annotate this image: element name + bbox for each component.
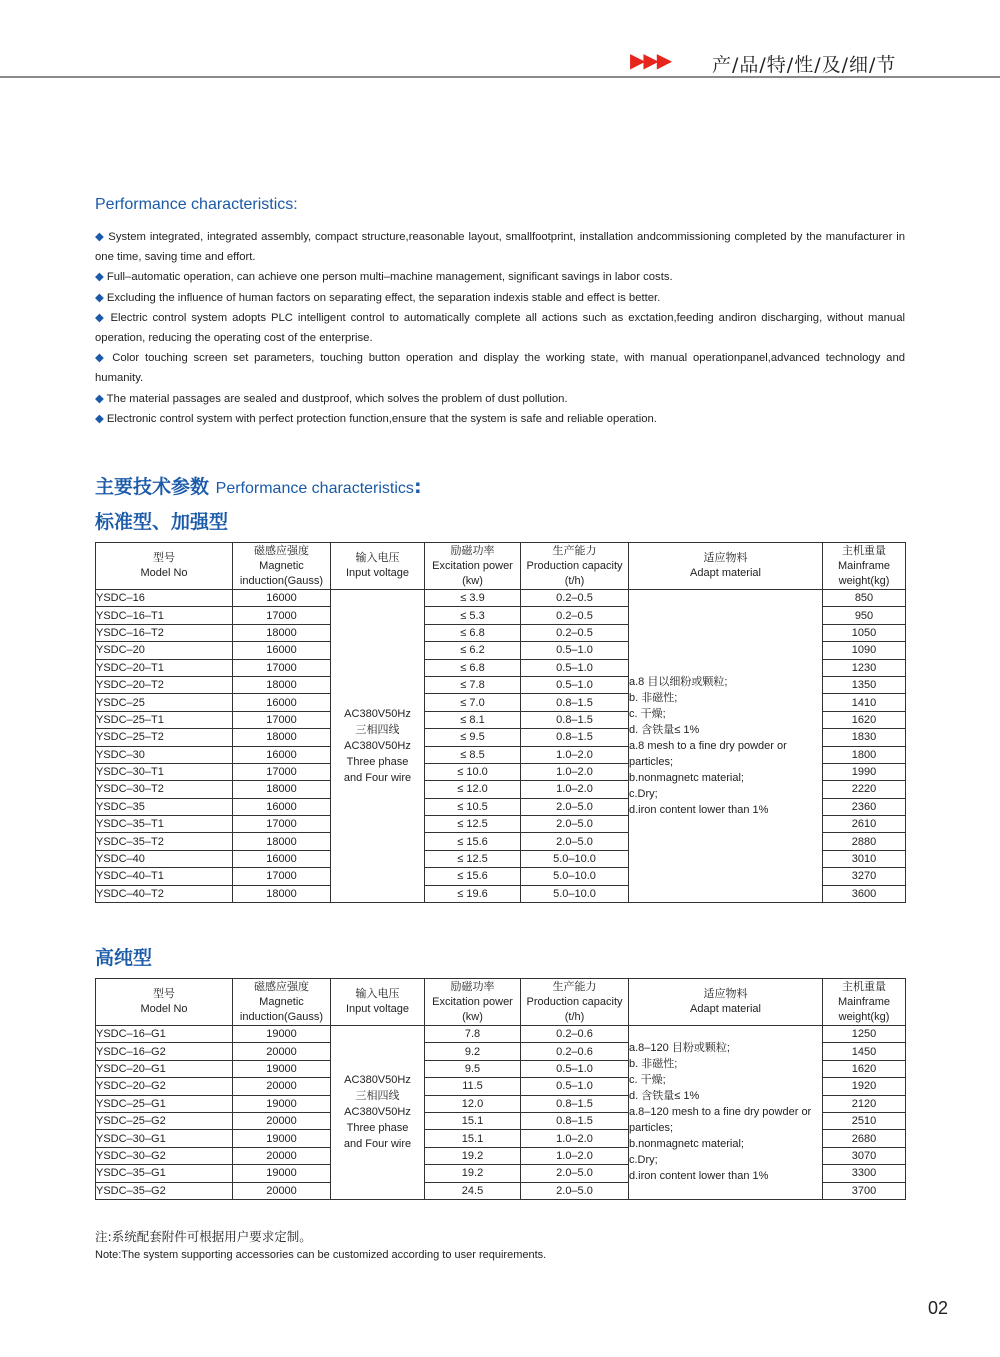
cell-magnetic: 20000 (233, 1182, 331, 1199)
cell-weight: 1410 (823, 694, 906, 711)
standard-spec-table (95, 542, 906, 903)
cell-weight: 1350 (823, 676, 906, 693)
cell-magnetic: 19000 (233, 1130, 331, 1147)
cell-magnetic: 18000 (233, 676, 331, 693)
header-title: 产/品/特/性/及/细/节 (712, 54, 897, 76)
cell-model: YSDC–30–T2 (96, 781, 233, 798)
cell-magnetic: 17000 (233, 711, 331, 728)
cell-model: YSDC–16 (96, 590, 233, 607)
col-excitation: 励磁功率 Excitation power (kw) (425, 543, 521, 590)
cell-weight: 2510 (823, 1112, 906, 1129)
footnote-cn: 注:系统配套附件可根据用户要求定制。 (95, 1229, 312, 1244)
cell-weight: 950 (823, 607, 906, 624)
cell-model: YSDC–25–G1 (96, 1095, 233, 1112)
bullet-text: Excluding the influence of human factors on separating effect, the separation indexis stable and effect is better. (106, 291, 661, 304)
cell-model: YSDC–30 (96, 746, 233, 763)
page-number: 02 (928, 1298, 949, 1318)
cell-capacity: 0.8–1.5 (521, 729, 629, 746)
diamond-bullet-icon: ◆ (95, 311, 106, 324)
cell-magnetic: 16000 (233, 746, 331, 763)
cell-excitation: ≤ 6.8 (425, 624, 521, 641)
cell-capacity: 2.0–5.0 (521, 798, 629, 815)
diamond-bullet-icon: ◆ (95, 392, 104, 405)
spec-heading-colon: : (413, 476, 422, 498)
cell-magnetic: 20000 (233, 1112, 331, 1129)
table-row (96, 1026, 906, 1043)
header-arrows-icon: ▶▶▶ (630, 48, 671, 72)
footnote-en: Note:The system supporting accessories can be customized according to user requirements. (95, 1249, 547, 1261)
cell-weight: 3300 (823, 1165, 906, 1182)
cell-magnetic: 18000 (233, 833, 331, 850)
cell-capacity: 0.2–0.5 (521, 590, 629, 607)
table-row (96, 590, 906, 607)
cell-capacity: 1.0–2.0 (521, 781, 629, 798)
cell-excitation: 15.1 (425, 1130, 521, 1147)
cell-magnetic: 19000 (233, 1095, 331, 1112)
cell-excitation: ≤ 6.2 (425, 642, 521, 659)
cell-capacity: 1.0–2.0 (521, 1130, 629, 1147)
table-header-row (96, 543, 906, 590)
cell-model: YSDC–16–G2 (96, 1043, 233, 1060)
cell-capacity: 0.8–1.5 (521, 694, 629, 711)
header-divider (0, 76, 1000, 78)
cell-capacity: 0.2–0.6 (521, 1043, 629, 1060)
cell-material: a.8–120 目粉或颗粒; b. 非磁性; c. 干燥; d. 含铁量≤ 1% a.8–120 mesh to a fine dry powder or particles; b.nonmagnetc material; c.Dry; d.iron content lower than 1% (629, 1026, 823, 1200)
cell-magnetic: 17000 (233, 763, 331, 780)
cell-capacity: 0.5–1.0 (521, 1078, 629, 1095)
cell-model: YSDC–30–T1 (96, 763, 233, 780)
performance-bullet-list (95, 227, 905, 429)
high-purity-spec-table (95, 978, 906, 1200)
footnote (95, 1228, 546, 1264)
cell-model: YSDC–35–T2 (96, 833, 233, 850)
bullet-text: System integrated, integrated assembly, compact structure,reasonable layout, smallfootprint, installation andcommissioning completed by the manufacturer in one time, saving time and effort. (95, 231, 906, 264)
cell-magnetic: 20000 (233, 1147, 331, 1164)
cell-model: YSDC–25–G2 (96, 1112, 233, 1129)
col-magnetic: 磁感应强度 Magnetic induction(Gauss) (233, 979, 331, 1026)
cell-magnetic: 20000 (233, 1078, 331, 1095)
cell-weight: 1250 (823, 1026, 906, 1043)
cell-voltage: AC380V50Hz 三相四线 AC380V50Hz Three phase and Four wire (331, 1026, 425, 1200)
cell-model: YSDC–20–T2 (96, 676, 233, 693)
cell-magnetic: 16000 (233, 642, 331, 659)
standard-table-body (96, 590, 906, 903)
table-header-row (96, 979, 906, 1026)
standard-type-title: 标准型、加强型 (95, 511, 229, 533)
cell-magnetic: 16000 (233, 798, 331, 815)
high-purity-table-body (96, 1026, 906, 1200)
cell-excitation: ≤ 10.5 (425, 798, 521, 815)
cell-capacity: 2.0–5.0 (521, 1182, 629, 1199)
cell-weight: 3600 (823, 885, 906, 902)
cell-model: YSDC–35–T1 (96, 816, 233, 833)
cell-model: YSDC–20–G2 (96, 1078, 233, 1095)
cell-excitation: 7.8 (425, 1026, 521, 1043)
cell-capacity: 0.5–1.0 (521, 676, 629, 693)
diamond-bullet-icon: ◆ (95, 352, 107, 365)
cell-magnetic: 16000 (233, 590, 331, 607)
col-voltage: 输入电压 Input voltage (331, 979, 425, 1026)
bullet-item (95, 389, 905, 409)
bullet-text: The material passages are sealed and dustproof, which solves the problem of dust pollution. (106, 392, 568, 405)
cell-weight: 850 (823, 590, 906, 607)
cell-model: YSDC–16–T1 (96, 607, 233, 624)
bullet-text: Electronic control system with perfect protection function,ensure that the system is safe and reliable operation. (106, 412, 657, 425)
cell-capacity: 0.2–0.6 (521, 1026, 629, 1043)
cell-capacity: 0.2–0.5 (521, 607, 629, 624)
cell-capacity: 5.0–10.0 (521, 850, 629, 867)
cell-capacity: 0.8–1.5 (521, 1095, 629, 1112)
cell-excitation: 24.5 (425, 1182, 521, 1199)
cell-excitation: ≤ 15.6 (425, 868, 521, 885)
cell-model: YSDC–40–T2 (96, 885, 233, 902)
cell-excitation: ≤ 9.5 (425, 729, 521, 746)
spec-heading (95, 472, 422, 499)
cell-capacity: 1.0–2.0 (521, 763, 629, 780)
cell-weight: 2220 (823, 781, 906, 798)
cell-weight: 1050 (823, 624, 906, 641)
bullet-text: Color touching screen set parameters, touching button operation and display the working state, with manual operationpanel,advanced technology and humanity. (95, 352, 906, 385)
cell-model: YSDC–35–G2 (96, 1182, 233, 1199)
cell-magnetic: 19000 (233, 1060, 331, 1077)
cell-excitation: ≤ 6.8 (425, 659, 521, 676)
cell-excitation: ≤ 3.9 (425, 590, 521, 607)
col-material: 适应物料 Adapt material (629, 979, 823, 1026)
cell-model: YSDC–25–T2 (96, 729, 233, 746)
cell-material: a.8 目以细粉或颗粒; b. 非磁性; c. 干燥; d. 含铁量≤ 1% a.8 mesh to a fine dry powder or particles; b.nonmagnetc material; c.Dry; d.iron content lower than 1% (629, 590, 823, 903)
cell-magnetic: 18000 (233, 729, 331, 746)
cell-magnetic: 16000 (233, 850, 331, 867)
spec-heading-en: Performance characteristics (215, 480, 414, 497)
cell-model: YSDC–25 (96, 694, 233, 711)
cell-magnetic: 18000 (233, 624, 331, 641)
bullet-item (95, 348, 905, 388)
cell-capacity: 0.5–1.0 (521, 642, 629, 659)
cell-capacity: 5.0–10.0 (521, 885, 629, 902)
cell-capacity: 1.0–2.0 (521, 746, 629, 763)
cell-weight: 2610 (823, 816, 906, 833)
cell-excitation: ≤ 5.3 (425, 607, 521, 624)
cell-capacity: 2.0–5.0 (521, 1165, 629, 1182)
cell-weight: 1620 (823, 711, 906, 728)
cell-excitation: 9.2 (425, 1043, 521, 1060)
cell-model: YSDC–20–T1 (96, 659, 233, 676)
spec-heading-cn: 主要技术参数 (95, 476, 210, 498)
cell-model: YSDC–16–T2 (96, 624, 233, 641)
col-model: 型号 Model No (96, 543, 233, 590)
diamond-bullet-icon: ◆ (95, 412, 104, 425)
col-voltage: 输入电压 Input voltage (331, 543, 425, 590)
col-material: 适应物料 Adapt material (629, 543, 823, 590)
cell-excitation: 9.5 (425, 1060, 521, 1077)
cell-magnetic: 17000 (233, 607, 331, 624)
cell-magnetic: 18000 (233, 885, 331, 902)
cell-capacity: 0.5–1.0 (521, 1060, 629, 1077)
cell-excitation: ≤ 10.0 (425, 763, 521, 780)
cell-excitation: ≤ 7.8 (425, 676, 521, 693)
cell-magnetic: 16000 (233, 694, 331, 711)
cell-weight: 1830 (823, 729, 906, 746)
cell-capacity: 0.2–0.5 (521, 624, 629, 641)
cell-weight: 1990 (823, 763, 906, 780)
cell-excitation: 12.0 (425, 1095, 521, 1112)
col-model: 型号 Model No (96, 979, 233, 1026)
cell-weight: 3010 (823, 850, 906, 867)
cell-capacity: 0.8–1.5 (521, 711, 629, 728)
bullet-item (95, 409, 905, 429)
cell-weight: 1450 (823, 1043, 906, 1060)
cell-capacity: 2.0–5.0 (521, 816, 629, 833)
bullet-text: Electric control system adopts PLC intelligent control to automatically complete all actions such as exctation,feeding andiron discharging, without manual operation, reducing the operating cost of the enterprise. (95, 311, 905, 345)
cell-model: YSDC–20 (96, 642, 233, 659)
cell-weight: 2120 (823, 1095, 906, 1112)
cell-excitation: ≤ 15.6 (425, 833, 521, 850)
cell-capacity: 0.8–1.5 (521, 1112, 629, 1129)
cell-magnetic: 19000 (233, 1165, 331, 1182)
cell-model: YSDC–40–T1 (96, 868, 233, 885)
diamond-bullet-icon: ◆ (95, 291, 104, 304)
cell-excitation: 19.2 (425, 1165, 521, 1182)
bullet-item (95, 288, 905, 308)
cell-model: YSDC–30–G2 (96, 1147, 233, 1164)
cell-excitation: ≤ 8.1 (425, 711, 521, 728)
bullet-text: Full–automatic operation, can achieve one person multi–machine management, significant savings in labor costs. (106, 271, 673, 284)
cell-weight: 2880 (823, 833, 906, 850)
cell-model: YSDC–25–T1 (96, 711, 233, 728)
col-weight: 主机重量 Mainframe weight(kg) (823, 979, 906, 1026)
cell-weight: 1230 (823, 659, 906, 676)
diamond-bullet-icon: ◆ (95, 271, 104, 284)
cell-magnetic: 17000 (233, 659, 331, 676)
cell-excitation: ≤ 7.0 (425, 694, 521, 711)
cell-magnetic: 17000 (233, 816, 331, 833)
cell-weight: 1620 (823, 1060, 906, 1077)
cell-voltage: AC380V50Hz 三相四线 AC380V50Hz Three phase and Four wire (331, 590, 425, 903)
col-excitation: 励磁功率 Excitation power (kw) (425, 979, 521, 1026)
cell-capacity: 0.5–1.0 (521, 659, 629, 676)
diamond-bullet-icon: ◆ (95, 231, 105, 243)
bullet-item (95, 308, 905, 348)
cell-capacity: 5.0–10.0 (521, 868, 629, 885)
cell-excitation: ≤ 12.5 (425, 816, 521, 833)
cell-excitation: ≤ 12.0 (425, 781, 521, 798)
high-purity-type-title: 高纯型 (95, 947, 153, 969)
bullet-item (95, 267, 905, 287)
cell-excitation: 19.2 (425, 1147, 521, 1164)
cell-capacity: 1.0–2.0 (521, 1147, 629, 1164)
cell-excitation: 15.1 (425, 1112, 521, 1129)
cell-model: YSDC–35–G1 (96, 1165, 233, 1182)
cell-weight: 1920 (823, 1078, 906, 1095)
cell-excitation: ≤ 12.5 (425, 850, 521, 867)
cell-weight: 1090 (823, 642, 906, 659)
cell-model: YSDC–40 (96, 850, 233, 867)
col-capacity: 生产能力 Production capacity (t/h) (521, 979, 629, 1026)
cell-weight: 3700 (823, 1182, 906, 1199)
performance-heading: Performance characteristics: (95, 196, 298, 213)
cell-weight: 2680 (823, 1130, 906, 1147)
cell-weight: 2360 (823, 798, 906, 815)
cell-model: YSDC–16–G1 (96, 1026, 233, 1043)
cell-magnetic: 18000 (233, 781, 331, 798)
col-weight: 主机重量 Mainframe weight(kg) (823, 543, 906, 590)
cell-magnetic: 17000 (233, 868, 331, 885)
cell-weight: 3070 (823, 1147, 906, 1164)
col-magnetic: 磁感应强度 Magnetic induction(Gauss) (233, 543, 331, 590)
cell-model: YSDC–35 (96, 798, 233, 815)
cell-excitation: ≤ 19.6 (425, 885, 521, 902)
cell-magnetic: 19000 (233, 1026, 331, 1043)
cell-weight: 3270 (823, 868, 906, 885)
cell-weight: 1800 (823, 746, 906, 763)
cell-excitation: ≤ 8.5 (425, 746, 521, 763)
cell-model: YSDC–30–G1 (96, 1130, 233, 1147)
col-capacity: 生产能力 Production capacity (t/h) (521, 543, 629, 590)
cell-magnetic: 20000 (233, 1043, 331, 1060)
bullet-item (95, 227, 905, 267)
cell-excitation: 11.5 (425, 1078, 521, 1095)
cell-capacity: 2.0–5.0 (521, 833, 629, 850)
cell-model: YSDC–20–G1 (96, 1060, 233, 1077)
